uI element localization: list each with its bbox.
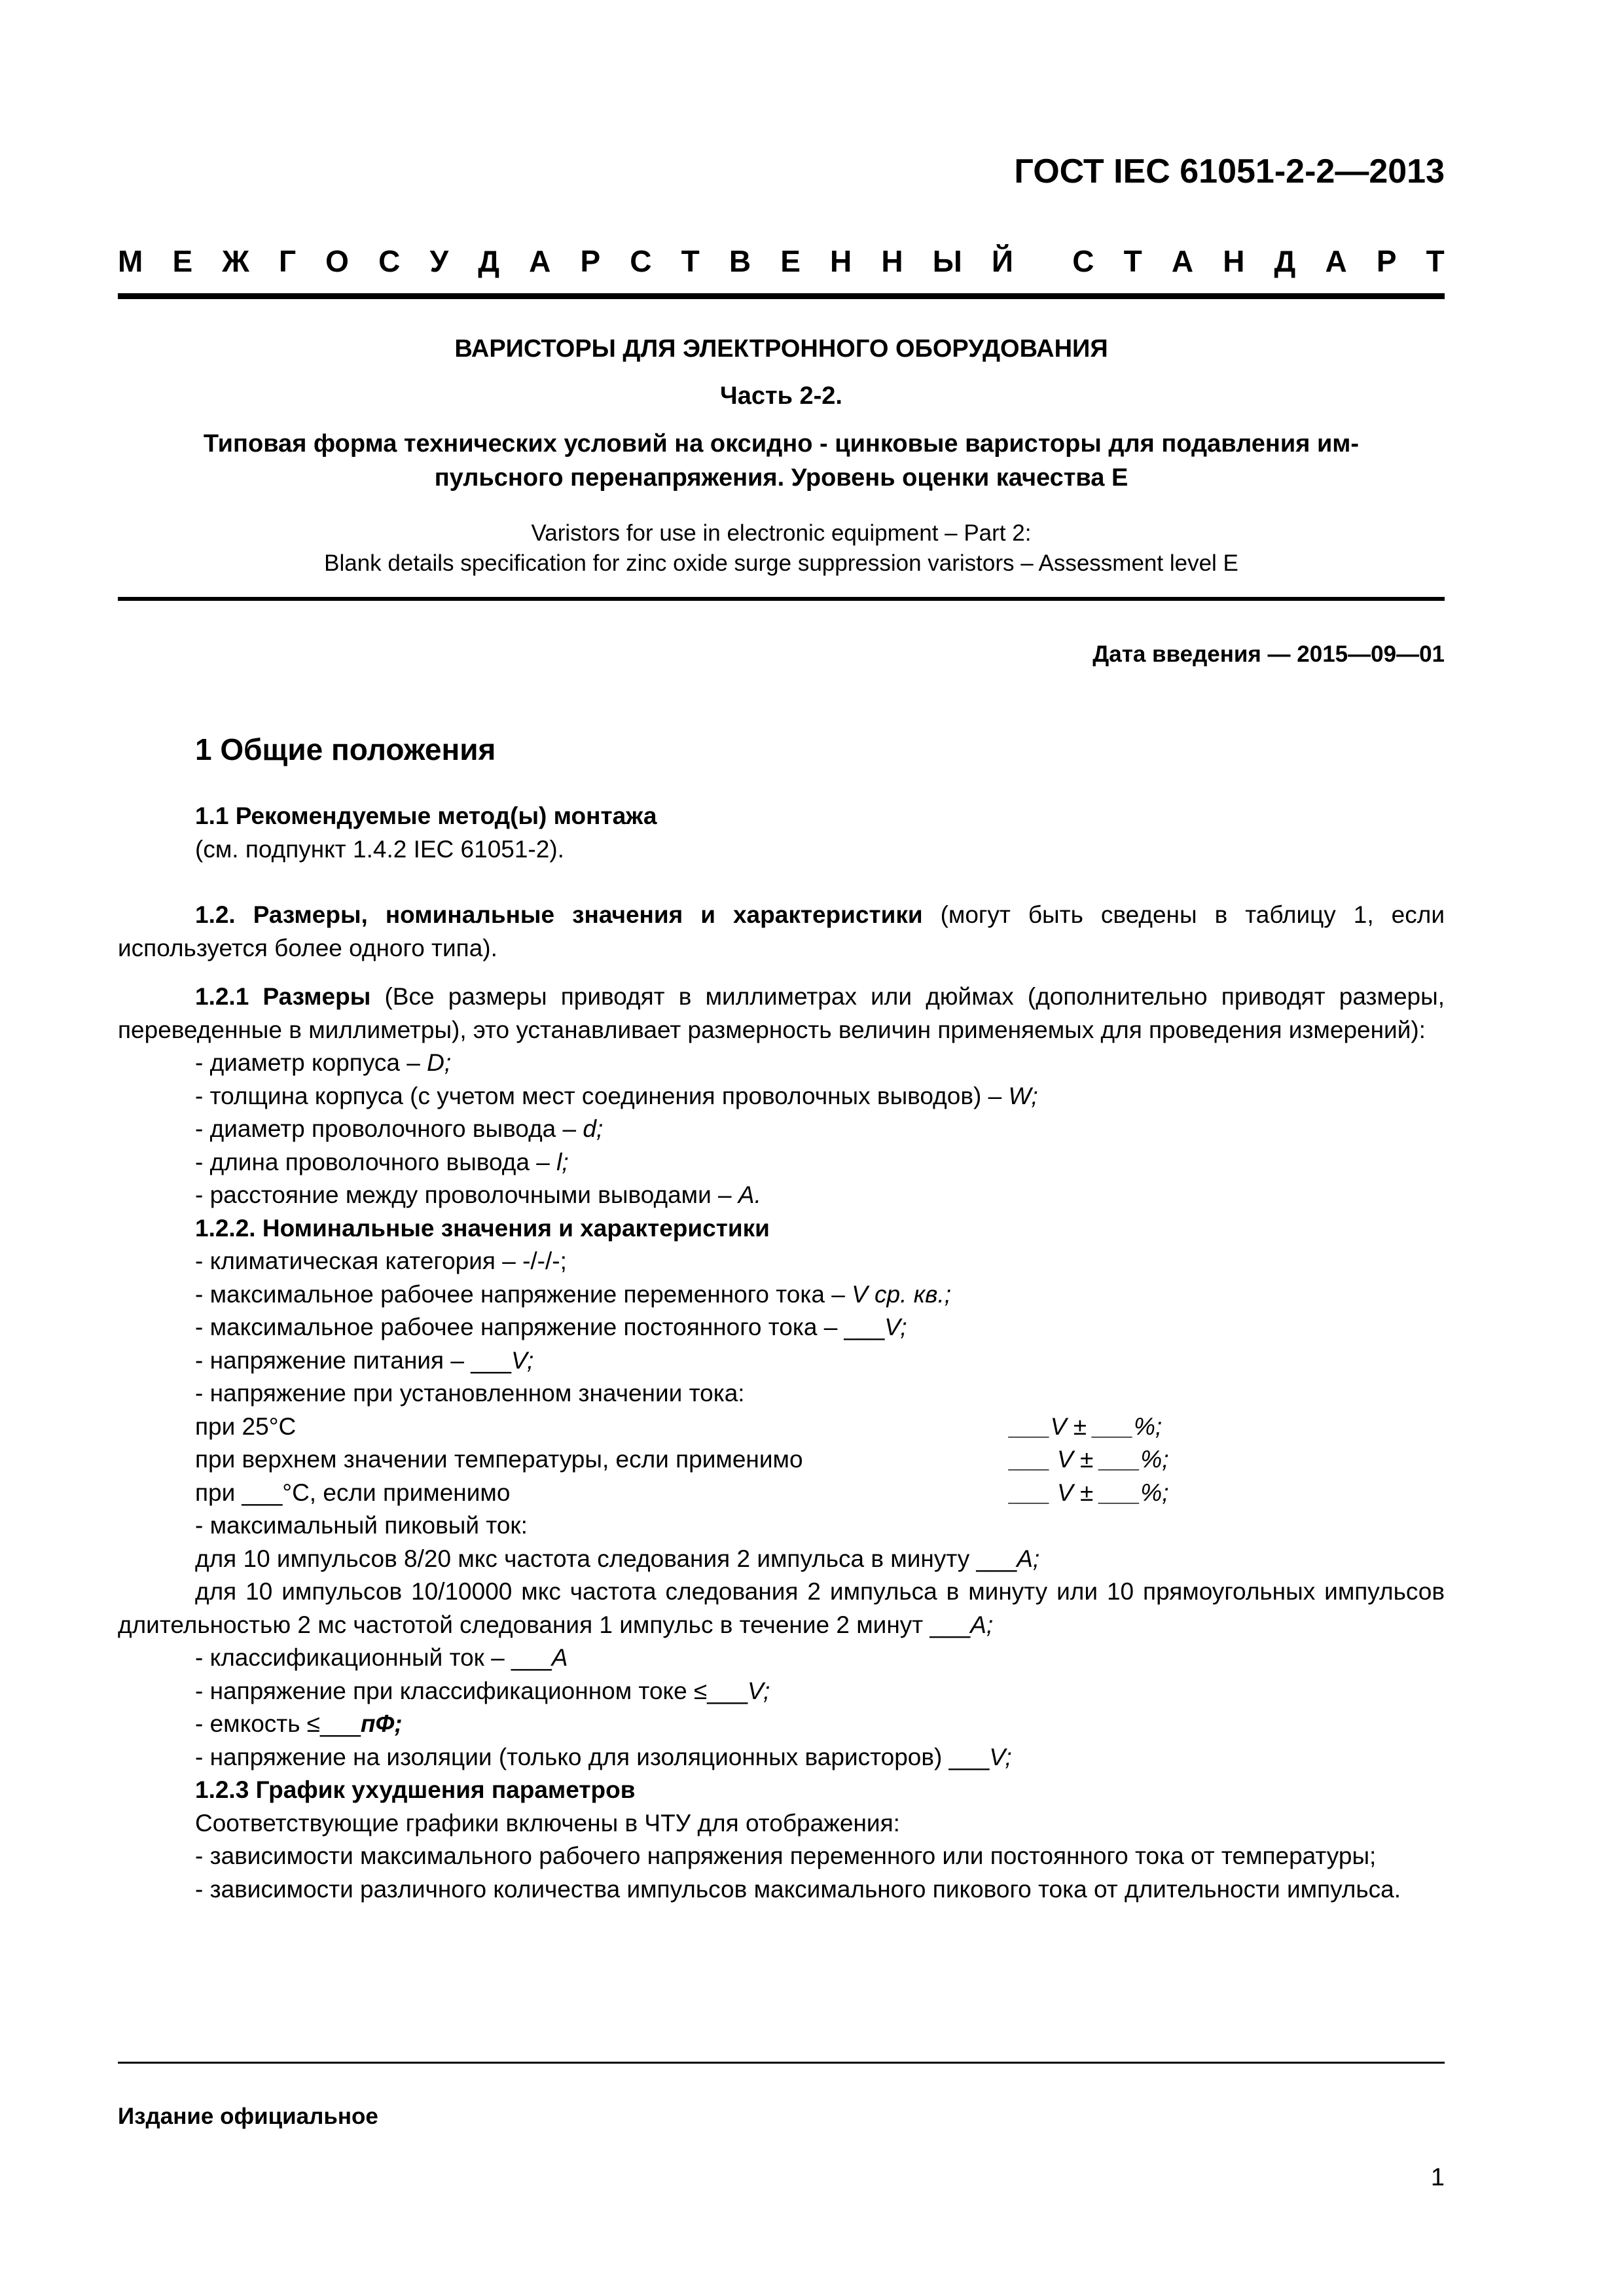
peak-current-line-1: [118, 1543, 1445, 1576]
capacitance-item: [118, 1708, 1445, 1741]
capacitance-label: - емкость ≤___: [195, 1710, 361, 1737]
standard-number: ГОСТ IEC 61051-2-2—2013: [1014, 152, 1445, 190]
interstate-letter: Г: [278, 244, 297, 278]
interstate-letter: Н: [881, 244, 903, 278]
peak-current-item: - максимальный пиковый ток:: [195, 1512, 528, 1539]
interstate-letter: Р: [1376, 244, 1397, 278]
subsection-1-2-1: [118, 980, 1445, 1047]
page-number: 1: [1430, 2164, 1445, 2191]
title-rule: [118, 597, 1445, 601]
subsection-1-2-heading: 1.2. Размеры, номинальные значения и характеристики: [195, 901, 923, 928]
insulation-voltage-symbol: V;: [989, 1743, 1012, 1770]
classification-voltage-symbol: V;: [748, 1677, 770, 1704]
interstate-standard-heading: [118, 243, 1445, 279]
interstate-letter: Е: [172, 244, 193, 278]
voltage-row-value: ___V ± ___%;: [1010, 1412, 1163, 1440]
interstate-letter: С: [630, 244, 652, 278]
interstate-letter: Т: [1123, 244, 1142, 278]
edition-label: Издание официальное: [118, 2104, 378, 2129]
interstate-letter: А: [1171, 244, 1194, 278]
voltage-row-value: ___ V ± ___%;: [1010, 1446, 1169, 1473]
top-rule: [118, 293, 1445, 299]
classification-current-item: [118, 1641, 1445, 1675]
subsection-1-2-text: (могут быть сведены в таблицу 1, если используется более одного типа).: [118, 901, 1445, 961]
ac-voltage-symbol: V ср. кв.;: [852, 1280, 952, 1308]
interstate-letter: Е: [780, 244, 801, 278]
interstate-letter: Й: [991, 244, 1013, 278]
voltage-row: [118, 1410, 1445, 1444]
english-title: [118, 518, 1445, 579]
supply-voltage-symbol: V;: [511, 1346, 534, 1374]
ac-voltage-label: - максимальное рабочее напряжение переменного тока –: [195, 1280, 852, 1308]
voltage-at-current: - напряжение при установленном значении тока:: [195, 1380, 745, 1407]
dc-voltage-label: - максимальное рабочее напряжение постоянного тока – ___: [195, 1314, 885, 1340]
capacitance-symbol: пФ;: [360, 1710, 403, 1737]
classification-voltage-item: [118, 1675, 1445, 1708]
interstate-letter: А: [529, 244, 551, 278]
classification-current-label: - классификационный ток – ___: [195, 1644, 552, 1671]
dimension-symbol: d;: [583, 1115, 604, 1142]
derating-item: - зависимости различного количества импульсов максимального пикового тока от длительности импульса.: [195, 1875, 1401, 1903]
insulation-voltage-label: - напряжение на изоляции (только для изоляционных варисторов) ___: [195, 1743, 990, 1770]
subtitle-line-2: пульсного перенапряжения. Уровень оценки качества Е: [434, 464, 1128, 492]
voltage-row: [118, 1477, 1445, 1510]
dc-voltage-item: [118, 1311, 1445, 1344]
subsection-1-2-1-heading: 1.2.1 Размеры: [195, 983, 371, 1010]
document-subtitle: [118, 427, 1445, 495]
dimension-label: - толщина корпуса (с учетом мест соединения проволочных выводов) –: [195, 1082, 1009, 1109]
dimension-item: [118, 1146, 1445, 1179]
dimension-symbol: D;: [427, 1049, 452, 1076]
dimension-item: [118, 1047, 1445, 1080]
insulation-voltage-item: [118, 1741, 1445, 1774]
document-part: Часть 2-2.: [720, 382, 842, 410]
section-heading: 1 Общие положения: [195, 732, 496, 766]
dimension-symbol: A.: [738, 1181, 761, 1208]
supply-voltage-label: - напряжение питания – ___: [195, 1346, 511, 1374]
peak-current-line-2-symbol: A;: [970, 1611, 994, 1638]
subsection-1-2-3-heading: 1.2.3 График ухудшения параметров: [195, 1776, 636, 1803]
english-title-line-2: Blank details specification for zinc oxide surge suppression varistors – Assessment level E: [324, 550, 1238, 576]
subsection-1-2-1-text: (Все размеры приводят в миллиметрах или дюймах (дополнительно приводят размеры, переведенные в миллиметры), это устанавливает размерность величин применяемых для проведения измерений):: [118, 983, 1445, 1043]
document-body: [118, 800, 1445, 1906]
peak-current-line-1-symbol: A;: [1017, 1545, 1040, 1572]
dimension-item: [118, 1179, 1445, 1212]
introduction-date: Дата введения — 2015—09—01: [1092, 641, 1445, 667]
subsection-1-1-text: (см. подпункт 1.4.2 IEC 61051-2).: [195, 835, 564, 863]
dimension-label: - диаметр проволочного вывода –: [195, 1115, 583, 1142]
interstate-letter: Н: [830, 244, 852, 278]
climatic-category: - климатическая категория – -/-/-;: [195, 1247, 567, 1274]
classification-voltage-label: - напряжение при классификационном токе ≤___: [195, 1677, 748, 1704]
subsection-1-2-2-heading: 1.2.2. Номинальные значения и характеристики: [195, 1214, 770, 1242]
document-title: ВАРИСТОРЫ ДЛЯ ЭЛЕКТРОННОГО ОБОРУДОВАНИЯ: [454, 335, 1108, 363]
interstate-letter: В: [729, 244, 751, 278]
interstate-letter: Т: [681, 244, 700, 278]
interstate-letter: Т: [1426, 244, 1445, 278]
interstate-letter: У: [429, 244, 449, 278]
dimension-item: [118, 1080, 1445, 1113]
dc-voltage-symbol: V;: [884, 1314, 907, 1340]
subtitle-line-1: Типовая форма технических условий на оксидно - цинковые варисторы для подавления им-: [203, 430, 1360, 457]
interstate-letter: С: [1072, 244, 1094, 278]
dimension-item: [118, 1113, 1445, 1146]
peak-current-line-1-text: для 10 импульсов 8/20 мкс частота следования 2 импульса в минуту ___: [195, 1545, 1017, 1572]
dimension-label: - диаметр корпуса –: [195, 1049, 427, 1076]
dimension-symbol: W;: [1008, 1082, 1038, 1109]
interstate-letter: Д: [1274, 244, 1296, 278]
ac-voltage-item: [118, 1278, 1445, 1312]
classification-current-symbol: A: [551, 1644, 568, 1671]
footer-rule: [118, 2062, 1445, 2064]
voltage-row-label: при 25°С: [195, 1412, 297, 1440]
interstate-letter: Д: [478, 244, 499, 278]
interstate-letter: Р: [580, 244, 601, 278]
supply-voltage-item: [118, 1344, 1445, 1378]
interstate-letter: О: [325, 244, 349, 278]
subsection-1-2: [118, 899, 1445, 965]
peak-current-line-2: [118, 1575, 1445, 1641]
peak-current-line-2-text: для 10 импульсов 10/10000 мкс частота следования 2 импульса в минуту или 10 прямоугольных импульсов длительностью 2 мс частотой следования 1 импульс в течение 2 минут ___: [118, 1578, 1445, 1638]
voltage-row-value: ___ V ± ___%;: [1010, 1479, 1169, 1506]
voltage-row-label: при верхнем значении температуры, если применимо: [195, 1446, 803, 1473]
interstate-letter: Ж: [222, 244, 249, 278]
subsection-1-2-3-intro: Соответствующие графики включены в ЧТУ для отображения:: [195, 1809, 900, 1837]
interstate-letter: М: [118, 244, 143, 278]
interstate-letter: Н: [1223, 244, 1245, 278]
dimension-symbol: l;: [556, 1148, 569, 1175]
interstate-letter: С: [378, 244, 401, 278]
derating-item: - зависимости максимального рабочего напряжения переменного или постоянного тока от температуры;: [195, 1842, 1377, 1869]
subsection-1-1-heading: 1.1 Рекомендуемые метод(ы) монтажа: [195, 802, 657, 829]
dimension-label: - длина проволочного вывода –: [195, 1148, 557, 1175]
voltage-row: [118, 1443, 1445, 1477]
interstate-letter: А: [1325, 244, 1347, 278]
voltage-row-label: при ___°С, если применимо: [195, 1479, 511, 1506]
interstate-letter: Ы: [932, 244, 962, 278]
dimension-label: - расстояние между проволочными выводами –: [195, 1181, 738, 1208]
english-title-line-1: Varistors for use in electronic equipment – Part 2:: [531, 520, 1032, 546]
